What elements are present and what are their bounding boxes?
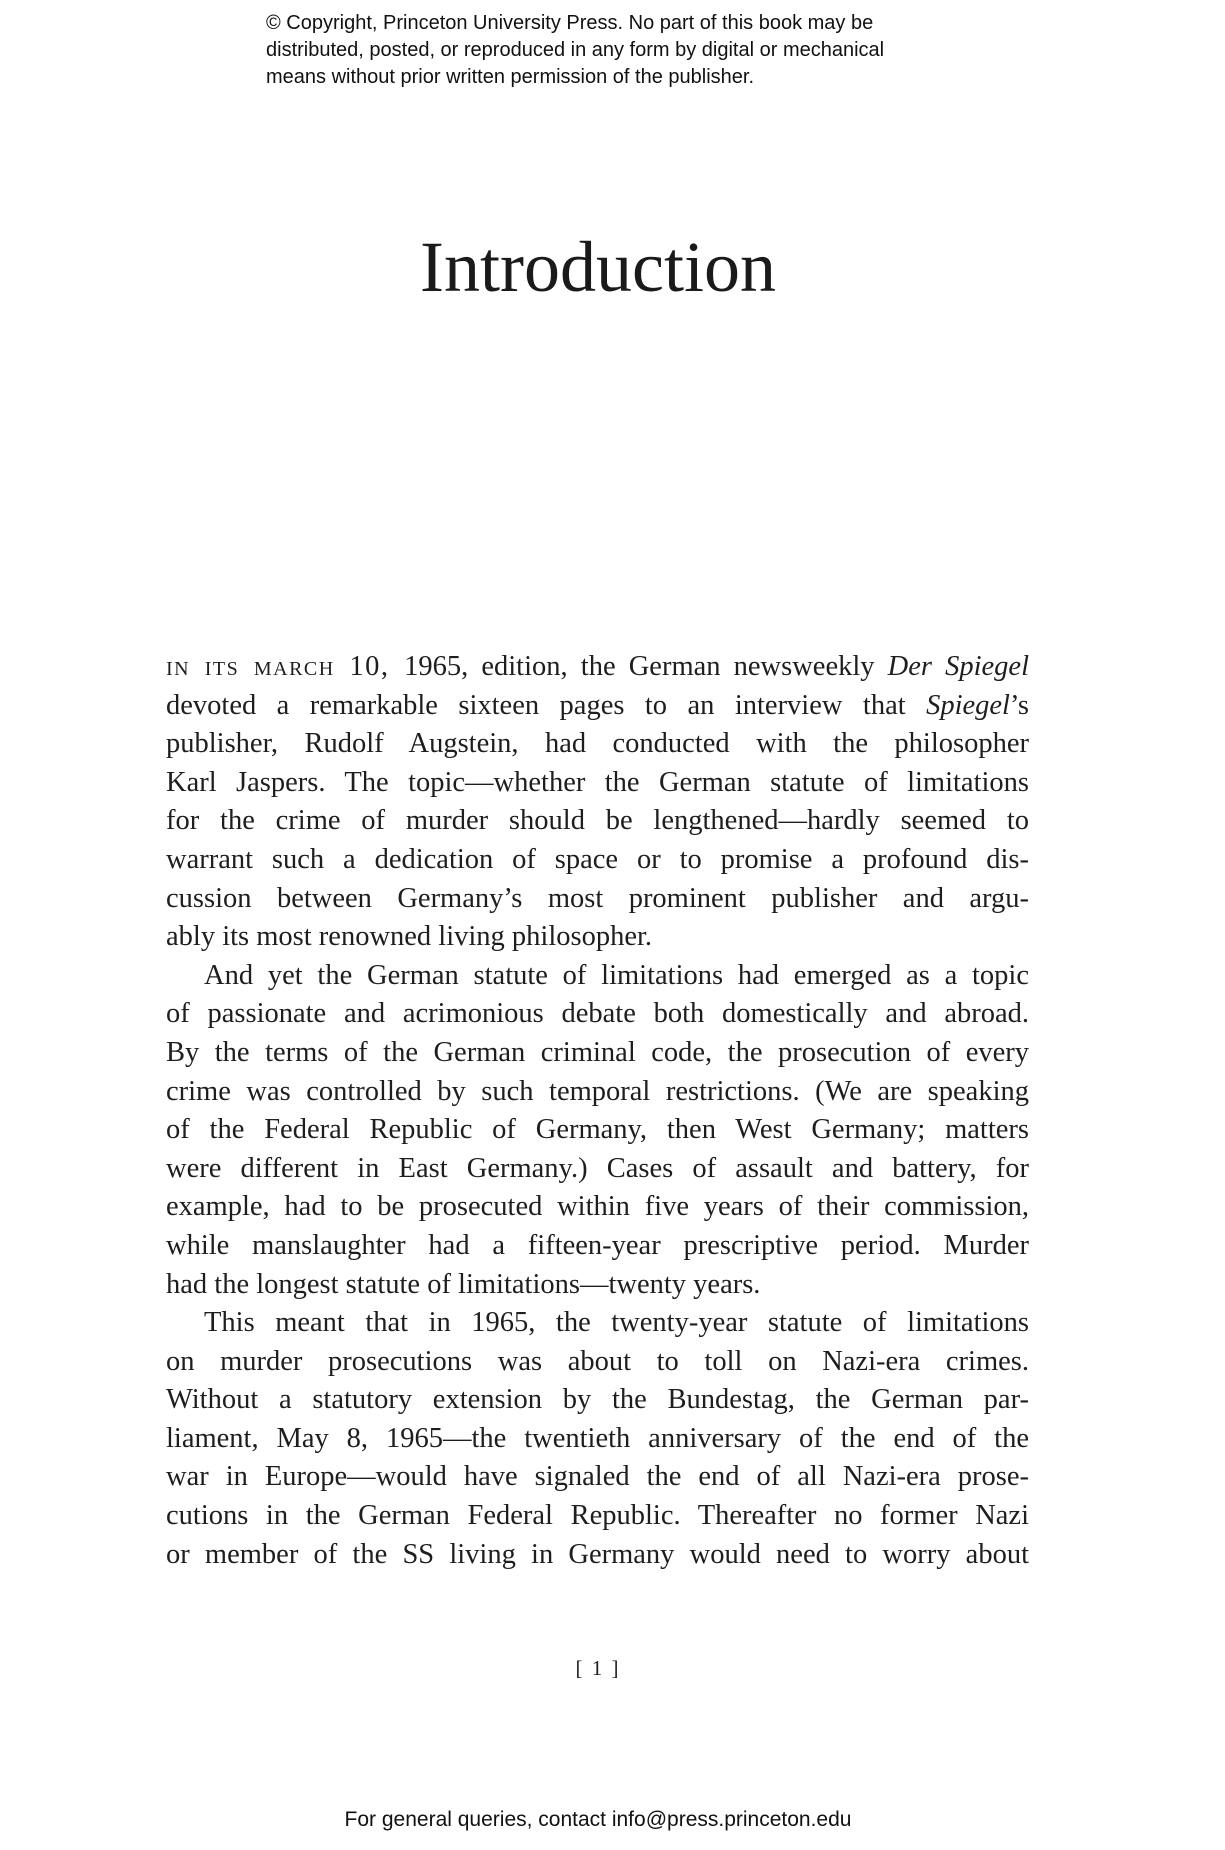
text-line: were different in East Germany.) Cases of assault and battery, for [166,1152,1029,1184]
page-number: [ 1 ] [575,1656,621,1680]
text-line: had the longest statute of limitations—twenty years. [166,1268,761,1300]
text-line: while manslaughter had a fifteen-year prescriptive period. Murder [166,1229,1029,1261]
text-line: example, had to be prosecuted within five years of their commission, [166,1191,1029,1223]
text-line: crime was controlled by such temporal restrictions. (We are speaking [166,1075,1029,1107]
text-line: war in Europe—would have signaled the end of all Nazi-era prose- [166,1461,1029,1493]
text-line: for the crime of murder should be lengthened—hardly seemed to [166,805,1029,837]
body-text [166,648,1029,1574]
text-line: Karl Jaspers. The topic—whether the German statute of limitations [166,766,1029,798]
chapter-title: Introduction [420,227,776,307]
text-line: or member of the SS living in Germany would need to worry about [166,1538,1029,1570]
italic-title: Spiegel [926,689,1010,721]
copyright-notice [266,10,966,91]
text-line: publisher, Rudolf Augstein, had conducted with the philosopher [166,728,1029,760]
copyright-line: means without prior written permission of the publisher. [266,66,755,88]
footer-contact: For general queries, contact info@press.princeton.edu [344,1808,852,1831]
text-line: on murder prosecutions was about to toll on Nazi-era crimes. [166,1345,1029,1377]
text-line: ably its most renowned living philosopher. [166,921,653,953]
text-line: cussion between Germany’s most prominent publisher and argu- [166,882,1029,914]
italic-title: Der Spiegel [887,651,1029,682]
text-segment: ’s [1009,689,1029,721]
text-line: of passionate and acrimonious debate both domestically and abroad. [166,998,1029,1030]
text-line: Without a statutory extension by the Bundestag, the German par- [166,1384,1029,1416]
text-line: By the terms of the German criminal code, the prosecution of every [166,1036,1029,1068]
text-line [166,687,1029,726]
text-segment: 1965, edition, the German newsweekly [404,651,888,682]
text-line: warrant such a dedication of space or to promise a profound dis- [166,843,1029,875]
text-segment: devoted a remarkable sixteen pages to an interview that [166,689,927,721]
text-line: liament, May 8, 1965—the twentieth anniversary of the end of the [166,1422,1029,1454]
text-line: of the Federal Republic of Germany, then West Germany; matters [166,1114,1029,1146]
text-line: This meant that in 1965, the twenty-year statute of limitations [204,1307,1029,1339]
copyright-line: distributed, posted, or reproduced in any form by digital or mechanical [266,39,885,61]
text-line: cutions in the German Federal Republic. Thereafter no former Nazi [166,1500,1029,1532]
text-line: And yet the German statute of limitations had emerged as a topic [204,959,1029,991]
copyright-line: © Copyright, Princeton University Press. No part of this book may be [266,12,874,34]
opening-smallcaps: in its march 10, [166,651,405,682]
text-line [166,648,1029,687]
